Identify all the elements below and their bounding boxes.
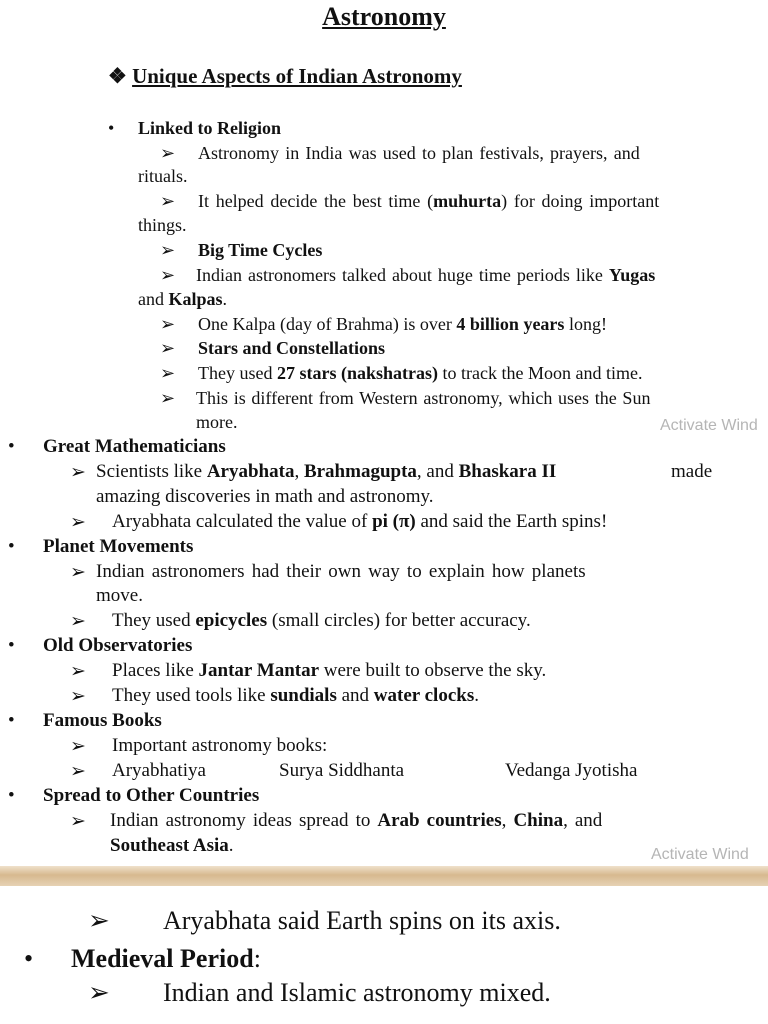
list-item-cont: amazing discoveries in math and astronomy. <box>96 486 434 507</box>
bullet-icon: • <box>8 635 15 656</box>
watermark-text: Activate Wind <box>651 846 749 863</box>
arrow-icon: ➢ <box>70 736 86 757</box>
book-title: Aryabhatiya <box>112 760 206 781</box>
list-item: It helped decide the best time (muhurta) for doing important <box>198 191 660 211</box>
list-item: Astronomy in India was used to plan festivals, prayers, and <box>198 143 640 163</box>
bullet-icon: • <box>8 536 15 557</box>
arrow-icon: ➢ <box>70 661 86 682</box>
books-heading: Famous Books <box>43 710 162 731</box>
arrow-icon: ➢ <box>160 338 176 358</box>
slide-divider <box>0 866 768 886</box>
watermark-text: Activate Wind <box>660 417 758 434</box>
cycles-heading: Big Time Cycles <box>198 240 323 260</box>
bullet-icon: • <box>8 710 15 731</box>
arrow-icon: ➢ <box>160 388 176 408</box>
bullet-icon: • <box>24 944 34 973</box>
list-item: Scientists like Aryabhata, Brahmagupta, and Bhaskara II <box>96 461 557 482</box>
arrow-icon: ➢ <box>70 761 86 782</box>
list-item-cont: things. <box>138 215 187 235</box>
arrow-icon: ➢ <box>160 363 176 383</box>
list-item: This is different from Western astronomy, which uses the Sun <box>196 388 651 408</box>
arrow-icon: ➢ <box>70 462 86 483</box>
arrow-icon: ➢ <box>160 143 176 163</box>
section-heading <box>108 64 462 89</box>
list-item: Aryabhata calculated the value of pi (π) and said the Earth spins! <box>112 511 608 532</box>
arrow-icon: ➢ <box>160 240 176 260</box>
arrow-icon: ➢ <box>70 512 86 533</box>
arrow-icon: ➢ <box>70 811 86 832</box>
medieval-heading: Medieval Period: <box>71 944 261 973</box>
arrow-icon: ➢ <box>160 265 176 285</box>
cut-off-line <box>0 1012 768 1024</box>
list-item-cont: rituals. <box>138 166 188 186</box>
list-item: They used epicycles (small circles) for better accuracy. <box>112 610 531 631</box>
book-title: Surya Siddhanta <box>279 760 405 781</box>
arrow-icon: ➢ <box>70 562 86 583</box>
list-item: Aryabhata said Earth spins on its axis. <box>163 906 561 935</box>
list-item-end: made <box>671 461 713 482</box>
arrow-icon: ➢ <box>70 686 86 707</box>
list-item-cont: more. <box>196 412 238 432</box>
list-item: One Kalpa (day of Brahma) is over 4 billion years long! <box>198 314 607 334</box>
section-heading-text: Unique Aspects of Indian Astronomy <box>132 64 462 88</box>
book-title: Vedanga Jyotisha <box>505 760 638 781</box>
page-title: Astronomy <box>322 2 446 31</box>
math-heading: Great Mathematicians <box>43 436 226 457</box>
list-item-cont: move. <box>96 585 143 606</box>
arrow-icon: ➢ <box>88 978 110 1007</box>
list-item-cont: and Kalpas. <box>138 289 228 309</box>
bullet-icon: • <box>8 436 15 457</box>
arrow-icon: ➢ <box>70 611 86 632</box>
list-item-cont: Southeast Asia. <box>110 835 234 856</box>
list-item: Important astronomy books: <box>112 735 328 756</box>
list-item: Indian astronomers had their own way to explain how planets <box>96 561 586 582</box>
diamond-icon: ❖ <box>108 64 127 88</box>
planet-heading: Planet Movements <box>43 536 194 557</box>
arrow-icon: ➢ <box>88 906 110 935</box>
list-item: Indian astronomy ideas spread to Arab countries, China, and <box>110 810 603 831</box>
linked-heading: Linked to Religion <box>138 118 282 138</box>
list-item: Places like Jantar Mantar were built to observe the sky. <box>112 660 547 681</box>
list-item: They used tools like sundials and water clocks. <box>112 685 479 706</box>
list-item: Indian and Islamic astronomy mixed. <box>163 978 551 1007</box>
bullet-icon: • <box>108 118 115 138</box>
list-item: They used 27 stars (nakshatras) to track the Moon and time. <box>198 363 643 383</box>
arrow-icon: ➢ <box>160 191 176 211</box>
stars-heading: Stars and Constellations <box>198 338 386 358</box>
bullet-icon: • <box>8 785 15 806</box>
obs-heading: Old Observatories <box>43 635 193 656</box>
spread-heading: Spread to Other Countries <box>43 785 260 806</box>
list-item: Indian astronomers talked about huge time periods like Yugas <box>196 265 656 285</box>
arrow-icon: ➢ <box>160 314 176 334</box>
